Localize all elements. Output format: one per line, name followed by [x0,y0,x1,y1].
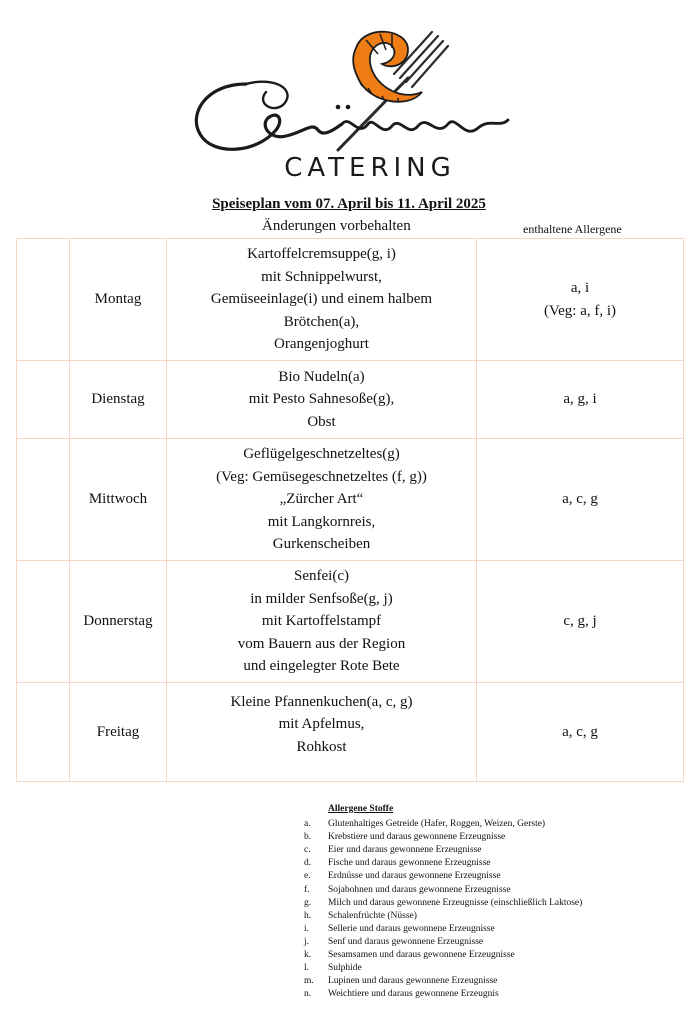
dish-line: mit Schnippelwurst, [261,268,382,285]
logo-graphic [186,14,522,186]
legend-item [304,936,582,949]
legend-text: Schalenfrüchte (Nüsse) [328,910,417,921]
dish-line: vom Bauern aus der Region [237,635,406,652]
legend-text: Milch und daraus gewonnene Erzeugnisse (einschließlich Laktose) [328,897,583,908]
legend-letter: b. [304,832,312,843]
allergen-codes: a, c, g [562,491,598,508]
legend-letter: c. [304,845,311,856]
day-label: Donnerstag [70,561,167,683]
legend-title: Allergene Stoffe [328,804,394,814]
legend-letter: j. [304,936,310,947]
allergen-legend [304,803,582,1001]
legend-item [304,975,582,988]
dish-line: mit Pesto Sahnesoße(g), [248,391,395,408]
empty-cell [17,361,70,439]
dish-line: Bio Nudeln(a) [278,368,365,385]
legend-text: Sellerie und daraus gewonnene Erzeugnisse [328,923,495,934]
legend-item [304,910,582,923]
legend-text: Senf und daraus gewonnene Erzeugnisse [328,936,484,947]
allergen-cell [477,683,684,782]
groenau-catering-logo [186,14,522,186]
legend-letter: k. [304,950,312,961]
legend-text: Eier und daraus gewonnene Erzeugnisse [328,845,482,856]
legend-text: Lupinen und daraus gewonnene Erzeugnisse [328,976,498,987]
legend-letter: h. [304,910,312,921]
legend-letter: n. [304,989,312,1000]
allergen-cell [477,439,684,561]
legend-letter: i. [304,923,310,934]
allergen-column-header: enthaltene Allergene [523,222,622,236]
legend-item [304,870,582,883]
dish-cell [167,361,477,439]
legend-text: Sesamsamen und daraus gewonnene Erzeugnisse [328,950,515,961]
legend-text: Erdnüsse und daraus gewonnene Erzeugnisse [328,871,501,882]
allergen-codes: a, g, i [563,391,597,408]
menu-row [17,683,684,782]
legend-letter: m. [304,976,314,987]
legend-text: Krebstiere und daraus gewonnene Erzeugnisse [328,832,506,843]
legend-item [304,857,582,870]
day-label: Mittwoch [70,439,167,561]
legend-item [304,988,582,1001]
allergen-cell [477,239,684,361]
empty-cell [17,239,70,361]
legend-letter: d. [304,858,312,869]
menu-table [16,238,684,782]
dish-line: „Zürcher Art“ [279,491,364,508]
dish-line: Kleine Pfannenkuchen(a, c, g) [230,694,413,710]
dish-line: (Veg: Gemüsegeschnetzeltes (f, g)) [216,468,427,485]
dish-cell [167,439,477,561]
day-label: Dienstag [70,361,167,439]
empty-cell [17,439,70,561]
dish-line: Orangenjoghurt [274,336,369,353]
dish-line: Brötchen(a), [283,313,360,330]
dish-line: Rohkost [296,738,347,755]
dish-line: Senfei(c) [294,568,349,585]
legend-text: Glutenhaltiges Getreide (Hafer, Roggen, Weizen, Gerste) [328,819,546,830]
legend-item [304,844,582,857]
menu-row [17,239,684,361]
dish-line: und eingelegter Rote Bete [243,658,400,675]
dish-cell [167,239,477,361]
legend-text: Fische und daraus gewonnene Erzeugnisse [328,858,491,869]
menu-row [17,361,684,439]
dish-line: in milder Senfsoße(g, j) [250,590,393,607]
dish-cell [167,683,477,782]
dish-line: mit Apfelmus, [278,716,365,733]
legend-item [304,897,582,910]
legend-item [304,818,582,831]
allergen-codes: (Veg: a, f, i) [543,302,617,319]
dish-line: Kartoffelcremsuppe(g, i) [247,246,396,263]
dish-cell [167,561,477,683]
legend-letter: l. [304,963,310,974]
legend-text: Sulphide [328,963,362,974]
legend-item [304,923,582,936]
legend-item [304,962,582,975]
dish-line: Gurkenscheiben [272,536,371,553]
dish-line: mit Langkornreis, [267,513,376,530]
legend-item [304,949,582,962]
day-label: Freitag [70,683,167,782]
page-subtitle: Änderungen vorbehalten [262,218,411,234]
legend-text: Weichtiere und daraus gewonnene Erzeugnis [328,989,499,1000]
page-title: Speiseplan vom 07. April bis 11. April 2025 [212,196,486,212]
allergen-codes: a, i [570,280,590,297]
allergen-codes: a, c, g [562,723,598,740]
logo-subtext: CATERING [284,153,456,183]
allergen-codes: c, g, j [563,613,597,630]
menu-row [17,439,684,561]
legend-letter: a. [304,819,311,830]
legend-item [304,831,582,844]
legend-letter: f. [304,884,310,895]
dish-line: Geflügelgeschnetzeltes(g) [243,446,400,463]
legend-text: Sojabohnen und daraus gewonnene Erzeugnisse [328,884,511,895]
menu-row [17,561,684,683]
empty-cell [17,683,70,782]
dish-line: Obst [307,413,336,430]
legend-item [304,884,582,897]
allergen-cell [477,561,684,683]
dish-line: mit Kartoffelstampf [261,613,382,630]
legend-letter: g. [304,897,312,908]
legend-letter: e. [304,871,311,882]
dish-line: Gemüseeinlage(i) und einem halbem [210,291,433,308]
day-label: Montag [70,239,167,361]
allergen-cell [477,361,684,439]
empty-cell [17,561,70,683]
